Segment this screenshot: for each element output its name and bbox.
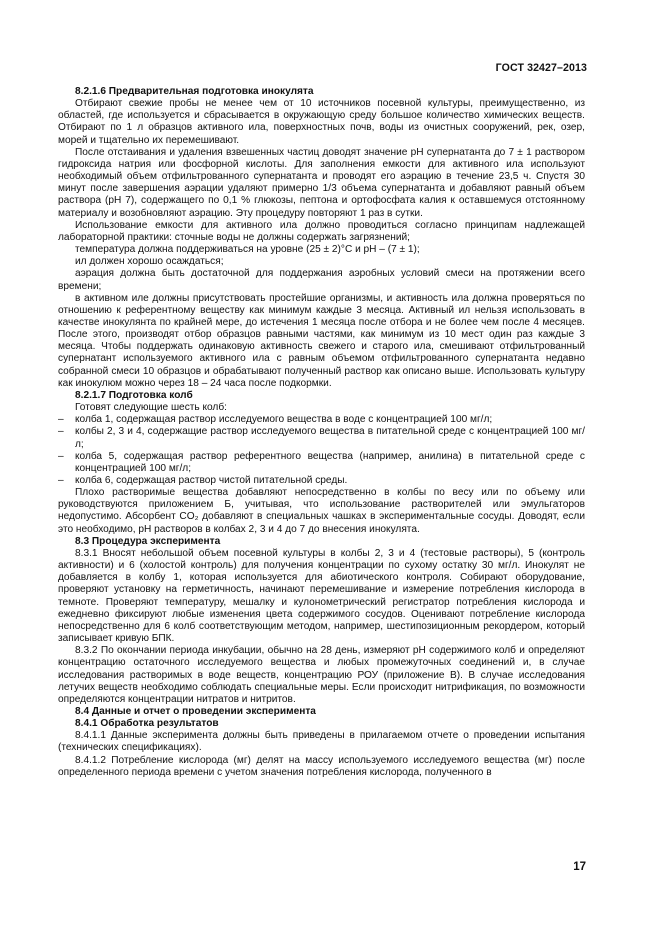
section-heading: 8.2.1.6 Предварительная подготовка инокулята [75, 86, 314, 97]
list-item [58, 414, 585, 426]
body-paragraph: Использование емкости для активного ила должно проводиться согласно принципам надлежащей лабораторной практики: сточные воды не должны содержать загрязнений; [58, 219, 585, 243]
body-paragraph: 8.4.1.1 Данные эксперимента должны быть приведены в прилагаемом отчете о проведении испытания (технических спецификациях). [58, 730, 585, 754]
section-heading: 8.4.1 Обработка результатов [75, 718, 219, 730]
body-paragraph: Готовят следующие шесть колб: [75, 402, 227, 414]
body-paragraph: ил должен хорошо осаждаться; [75, 256, 224, 268]
list-item-text: колба 1, содержащая раствор исследуемого вещества в воде с концентрацией 100 мг/л; [75, 414, 493, 426]
document-body [58, 86, 585, 779]
list-dash: – [58, 450, 64, 462]
body-paragraph: 8.3.1 Вносят небольшой объем посевной культуры в колбы 2, 3 и 4 (тестовые растворы), 5 (контроль активности) и 6 (холостой контроль) для получения концентрации по сухому остатку 30 мг/л. Инокулят не добавляется в колбу 1, которая используется для абиотического контроля. Собирают оборудование, проверяют установку на герметичность, начинают перемешивание и измерение потребления кислорода в темноте. Проверяют температуру, мешалку и кулонометрический регистратор потребления кислорода и ежедневно фиксируют любые изменения цвета содержимого сосудов. Оценивают потребление кислорода непосредственно для 6 колб соответствующим методом, например, шестипозиционным рекордером, который записывает кривую БПК. [58, 547, 585, 645]
list-item-text: колбы 2, 3 и 4, содержащие раствор исследуемого вещества в питательной среде с концентрацией 100 мг/л; [75, 426, 585, 450]
body-paragraph: Отбирают свежие пробы не менее чем от 10 источников посевной культуры, преимущественно, из областей, где используется и сбрасывается в окружающую среду большое количество химических веществ. Отбирают по 1 л образцов активного ила, поверхностных почв, воды из очистных сооружений, рек, озер, морей и тщательно их перемешивают. [58, 98, 585, 146]
body-paragraph: 8.4.1.2 Потребление кислорода (мг) делят на массу используемого исследуемого вещества (мг) после определенного периода времени с учетом значения потребления кислорода, полученного в [58, 754, 585, 778]
section-heading: 8.3 Процедура эксперимента [75, 535, 221, 547]
list-item [58, 475, 585, 487]
section-heading: 8.2.1.7 Подготовка колб [75, 389, 193, 401]
page-number: 17 [573, 861, 586, 873]
list-item [58, 451, 585, 475]
list-dash: – [58, 426, 64, 438]
section-heading: 8.4 Данные и отчет о проведении эксперимента [75, 705, 316, 717]
document-code-header: ГОСТ 32427–2013 [495, 62, 587, 74]
body-paragraph: 8.3.2 По окончании периода инкубации, обычно на 28 день, измеряют pH содержимого колб и определяют концентрацию остаточного исследуемого вещества и любых промежуточных соединений и, в случае исследования растворимых в воде веществ, концентрацию РОУ (приложение В). В случае исследования летучих веществ необходимо соблюдать специальные меры. Если происходит нитрификация, по возможности определяются концентрации нитратов и нитритов. [58, 645, 585, 705]
list-item-text: колба 6, содержащая раствор чистой питательной среды. [75, 475, 348, 486]
body-paragraph: в активном иле должны присутствовать простейшие организмы, и активность ила должна проверяться по отношению к референтному веществу как минимум каждые 3 месяца. Активный ил нельзя использовать в качестве инокулянта по крайней мере, до истечения 1 месяца после отбора и не более чем после 4 месяцев. После этого, производят отбор образцов равными частями, как минимум из 10 мест один раз каждые 3 месяца. Чтобы поддержать одинаковую активность свежего и старого ила, смешивают отфильтрованный супернатант используемого активного ила с равным объемом отфильтрованного супернатанта недавно собранной смеси 10 образцов и обрабатывают полученный раствор как описано выше. Использовать культуру как инокулюм можно через 18 – 24 часа после подкормки. [58, 292, 585, 389]
body-paragraph: аэрация должна быть достаточной для поддержания аэробных условий смеси на протяжении всего времени; [58, 268, 585, 292]
list-item [58, 426, 585, 450]
list-dash: – [58, 414, 64, 426]
body-paragraph: Плохо растворимые вещества добавляют непосредственно в колбы по весу или по объему или руководствуются приложением Б, учитывая, что использование растворителей или эмульгаторов недопустимо. Абсорбент CO₂ добавляют в специальных чашках в экспериментальные сосуды. Доводят, если это необходимо, pH растворов в колбах 2, 3 и 4 до 7 до внесения инокулята. [58, 487, 585, 535]
list-item-text: колба 5, содержащая раствор референтного вещества (например, анилина) в питательной среде с концентрацией 100 мг/л; [75, 450, 585, 474]
list-dash: – [58, 475, 64, 486]
body-paragraph: После отстаивания и удаления взвешенных частиц доводят значение pH супернатанта до 7 ± 1 раствором гидроксида натрия или фосфорной кислоты. Для заполнения емкости для активного ила используют необходимый объем отфильтрованного супернатанта и проводят его аэрацию в течение 23,5 ч. Спустя 30 минут после завершения аэрации удаляют примерно 1/3 объема супернатанта и добавляют равный объем раствора (pH 7), содержащего по 0,1 % глюкозы, пептона и ортофосфата калия к оставшемуся отстоянному материалу и возобновляют аэрацию. Эту процедуру повторяют 1 раз в сутки. [58, 146, 585, 219]
body-paragraph: температура должна поддерживаться на уровне (25 ± 2)°С и pH – (7 ± 1); [75, 244, 420, 256]
